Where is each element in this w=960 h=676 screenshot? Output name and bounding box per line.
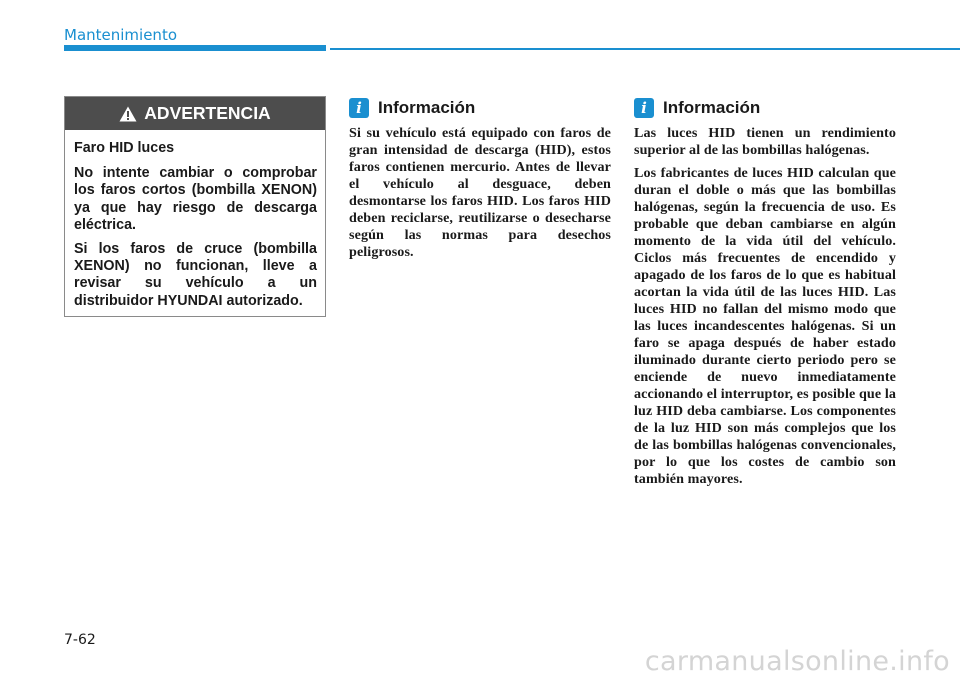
info-title: Información [378, 98, 476, 117]
info-paragraph: Si su vehículo está equipado con faros de gran intensidad de descarga (HID), estos faros contienen mercurio. Antes de llevar el vehículo al desguace, deben desmontarse los faros HID. Los faros HID deben reciclarse, reutilizarse o desecharse según las normas para desechos peligrosos. [349, 125, 611, 260]
warning-paragraph: Si los faros de cruce (bombilla XENON) no funcionan, lleve a revisar su vehículo a un distribuidor HYUNDAI autorizado. [74, 241, 317, 309]
info-paragraph: Los fabricantes de luces HID calculan que duran el doble o más que las bombillas halógenas, según la frecuencia de uso. Es probable que deban cambiarse en algún momento de la vida útil del vehículo. Ciclos más frecuentes de encendido y apagado de los faros de lo que es habitual acortan la vida útil de las luces HID. Las luces HID no fallan del mismo modo que las luces incandescentes halógenas. Si un faro se apaga después de haber estado iluminado durante cierto periodo pero se enciende de nuevo inmediatamente accionando el interruptor, es posible que la luz HID deba cambiarse. Los componentes de la luz HID son más complejos que los de las bombillas halógenas convencionales, por lo que los costes de cambio son también mayores. [634, 165, 896, 487]
header-rule-thin [330, 48, 960, 50]
info-paragraph: Las luces HID tienen un rendimiento superior al de las bombillas halógenas. [634, 125, 896, 158]
info-header [349, 96, 611, 120]
header-rule-thick [64, 45, 326, 51]
info-header [634, 96, 896, 120]
warning-box [64, 96, 326, 317]
warning-triangle-icon [119, 106, 137, 122]
warning-paragraph: No intente cambiar o comprobar los faros cortos (bombilla XENON) ya que hay riesgo de descarga eléctrica. [74, 165, 317, 233]
info-title: Información [663, 98, 761, 117]
warning-body [65, 130, 325, 310]
info-icon: i [634, 98, 654, 118]
warning-heading: Faro HID luces [74, 140, 175, 156]
warning-title: ADVERTENCIA [144, 103, 271, 123]
section-title: Mantenimiento [64, 26, 177, 44]
info-block-2 [634, 96, 896, 488]
page-number: 7-62 [64, 632, 96, 648]
watermark-text: carmanualsonline.info [644, 646, 950, 676]
info-icon: i [349, 98, 369, 118]
info-block-1 [349, 96, 611, 261]
warning-header [65, 97, 325, 130]
